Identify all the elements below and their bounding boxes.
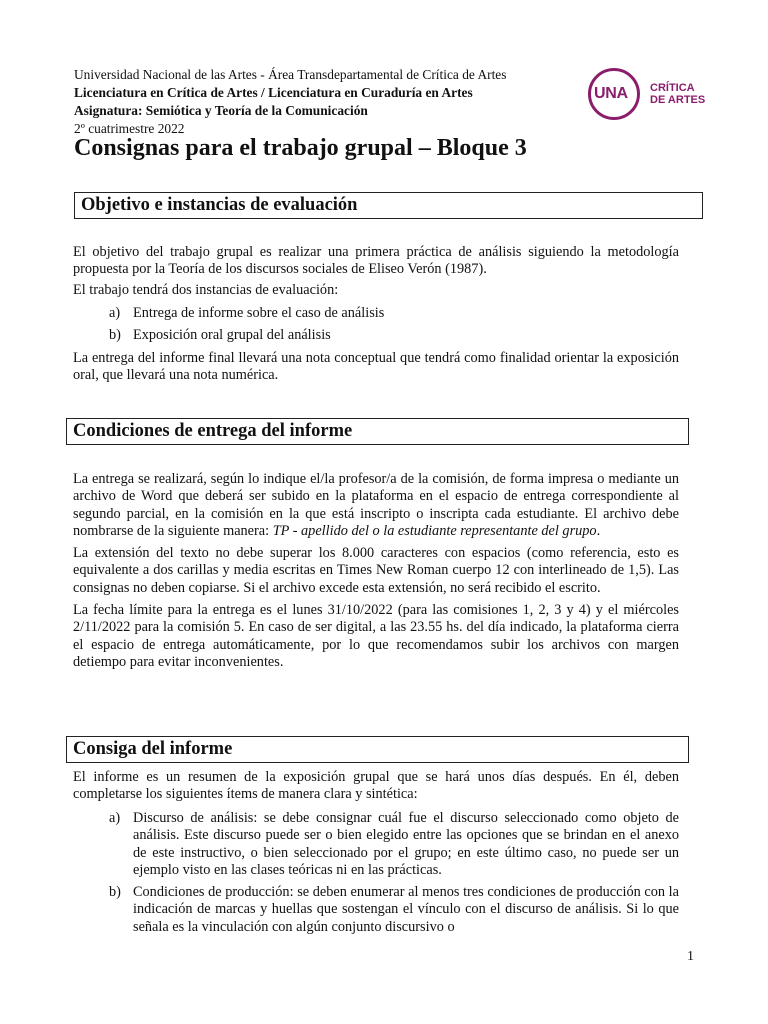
- document-header: [74, 66, 554, 138]
- evaluation-list: [109, 305, 679, 345]
- list-item-text: Condiciones de producción: se deben enumerar al menos tres condiciones de producción con la indicación de marcas y huellas que sostengan el vínculo con el discurso de análisis. Si lo que señala es la vinculación con algún conjunto discursivo o: [133, 884, 679, 935]
- una-critica-logo: [588, 68, 708, 122]
- logo-mark: UNA: [594, 85, 628, 102]
- section-heading-condiciones: Condiciones de entrega del informe: [66, 418, 689, 445]
- logo-caption: [650, 82, 705, 106]
- paragraph-text: .: [596, 522, 601, 539]
- document-title: Consignas para el trabajo grupal – Bloque 3: [74, 135, 527, 161]
- filename-format: TP - apellido del o la estudiante representante del grupo: [272, 522, 597, 539]
- logo-caption-line2: DE ARTES: [650, 94, 706, 106]
- list-marker: b): [109, 884, 121, 901]
- section-consigna-body: [73, 769, 679, 804]
- list-marker: a): [109, 810, 121, 826]
- list-marker: a): [109, 305, 121, 321]
- section-heading-objetivo: Objetivo e instancias de evaluación: [74, 192, 703, 219]
- list-item: [109, 810, 679, 879]
- list-item-text: Discurso de análisis: se debe consignar cuál fue el discurso seleccionado como objeto de análisis. Este discurso puede ser o bien elegido entre las opciones que se brindan en el anexo de este instructivo, o bien seleccionado por el grupo; en este último caso, no puede ser un ejemplo visto en las clases teóricas ni en las prácticas.: [133, 810, 679, 878]
- paragraph: La entrega del informe final llevará una nota conceptual que tendrá como finalidad orientar la exposición oral, que llevará una nota numérica.: [73, 350, 679, 384]
- section-condiciones-body: [73, 471, 679, 671]
- paragraph: El objetivo del trabajo grupal es realizar una primera práctica de análisis siguiendo la metodología propuesta por la Teoría de los discursos sociales de Eliseo Verón (1987).: [73, 244, 679, 278]
- paragraph: La fecha límite para la entrega es el lunes 31/10/2022 (para las comisiones 1, 2, 3 y 4) y el miércoles 2/11/2022 para la comisión 5. En caso de ser digital, a las 23.55 hs. del día indicado, la plataforma cierra el espacio de entrega automáticamente, por lo que recomendamos subir los archivos con margen detiempo para evitar inconvenientes.: [73, 602, 679, 670]
- logo-caption-line1: CRÍTICA: [650, 82, 695, 94]
- header-term: 2º cuatrimestre 2022: [74, 121, 185, 136]
- section-objetivo-body: [73, 244, 679, 299]
- list-item: [109, 327, 679, 344]
- paragraph-text: La entrega se realizará, según lo indique el/la profesor/a de la comisión, de forma impresa o mediante un archivo de Word que deberá ser subido en la plataforma en el espacio de entrega correspondiente al segundo parcial, en la comisión en la que está inscripto o inscripta cada estudiante. El archivo debe nombrarse de la siguiente manera:: [73, 471, 679, 539]
- page-number: 1: [687, 949, 694, 964]
- list-item: [109, 305, 679, 322]
- list-marker: b): [109, 327, 121, 344]
- paragraph: [73, 471, 679, 540]
- section-objetivo-note: [73, 350, 679, 385]
- list-item-text: Exposición oral grupal del análisis: [133, 327, 331, 344]
- list-item: [109, 884, 679, 936]
- header-degree: Licenciatura en Crítica de Artes / Licenciatura en Curaduría en Artes: [74, 85, 473, 100]
- paragraph: El informe es un resumen de la exposición grupal que se hará unos días después. En él, deben completarse los siguientes ítems de manera clara y sintética:: [73, 769, 679, 803]
- list-item-text: Entrega de informe sobre el caso de análisis: [133, 305, 385, 321]
- header-subject: Asignatura: Semiótica y Teoría de la Comunicación: [74, 103, 368, 118]
- section-heading-consigna: Consiga del informe: [66, 736, 689, 763]
- paragraph: La extensión del texto no debe superar los 8.000 caracteres con espacios (como referencia, esto es equivalente a dos carillas y media escritas en Times New Roman cuerpo 12 con interlineado de 1,5). Las consignas no deben copiarse. Si el archivo excede esta extensión, no será recibido el escrito.: [73, 545, 679, 596]
- report-items-list: [109, 810, 679, 936]
- paragraph: El trabajo tendrá dos instancias de evaluación:: [73, 281, 339, 298]
- header-university: Universidad Nacional de las Artes - Área Transdepartamental de Crítica de Artes: [74, 67, 507, 82]
